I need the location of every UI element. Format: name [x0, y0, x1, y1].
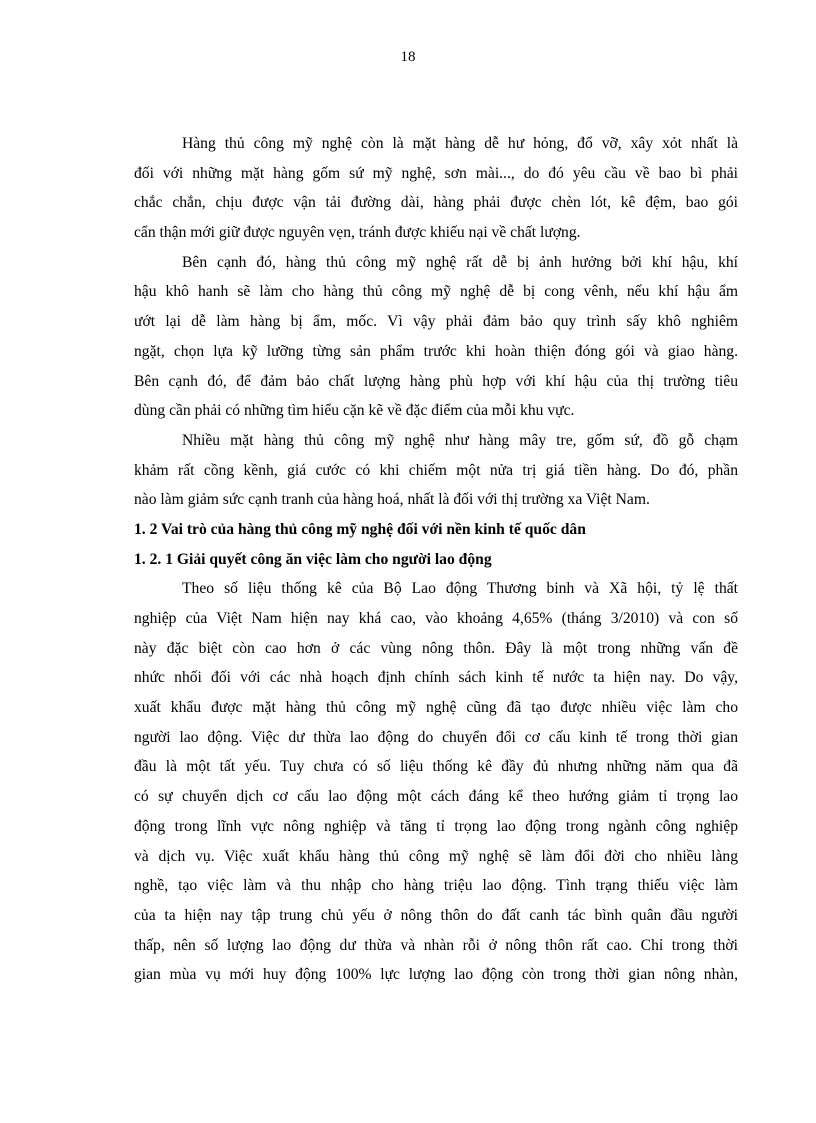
paragraph-line: Bên cạnh đó, hàng thủ công mỹ nghệ rất dễ bị ảnh hưởng bởi khí hậu, khí — [182, 253, 738, 271]
paragraph-line: chắc chắn, chịu được vận tải đường dài, hàng phải được chèn lót, kê đệm, bao gói — [134, 194, 738, 212]
paragraph-line: nào làm giảm sức cạnh tranh của hàng hoá, nhất là đối với thị trường xa Việt Nam. — [134, 491, 650, 509]
paragraph-line: đối với những mặt hàng gốm sứ mỹ nghệ, sơn mài..., do đó yêu cầu về bao bì phải — [134, 164, 738, 182]
paragraph-bulky-goods — [134, 426, 738, 515]
page-body — [134, 129, 738, 990]
paragraph-line: khảm rất cồng kềnh, giá cước có khi chiếm một nửa trị giá tiền hàng. Do đó, phần — [134, 461, 738, 479]
paragraph-line: thấp, nên số lượng lao động dư thừa và nhàn rỗi ở nông thôn rất cao. Chỉ trong thời — [134, 936, 738, 954]
paragraph-line: nhức nhối đối với các nhà hoạch định chính sách kinh tế nước ta hiện nay. Do vậy, — [134, 669, 738, 687]
paragraph-line: dùng cần phải có những tìm hiểu cặn kẽ về đặc điểm của mỗi khu vực. — [134, 402, 575, 420]
paragraph-line: Hàng thủ công mỹ nghệ còn là mặt hàng dễ hư hỏng, đổ vỡ, xây xỏt nhất là — [182, 135, 738, 152]
paragraph-packaging — [134, 129, 738, 248]
page-number: 18 — [400, 49, 416, 65]
paragraph-line: và dịch vụ. Việc xuất khẩu hàng thủ công mỹ nghệ sẽ làm đổi đời cho nhiều làng — [134, 847, 738, 865]
subsection-heading: 1. 2. 1 Giải quyết công ăn việc làm cho người lao động — [134, 550, 492, 568]
paragraph-line: này đặc biệt còn cao hơn ở các vùng nông thôn. Đây là một trong những vấn đề — [134, 639, 738, 657]
paragraph-line: nghề, tạo việc làm và thu nhập cho hàng triệu lao động. Tình trạng thiếu việc làm — [134, 877, 738, 895]
paragraph-line: cẩn thận mới giữ được nguyên vẹn, tránh được khiếu nại về chất lượng. — [134, 224, 581, 242]
paragraph-line: Bên cạnh đó, để đảm bảo chất lượng hàng phù hợp với khí hậu của thị trường tiêu — [134, 372, 738, 390]
paragraph-line: hậu khô hanh sẽ làm cho hàng thủ công mỹ nghệ dễ bị cong vênh, nếu khí hậu ẩm — [134, 283, 738, 301]
section-heading: 1. 2 Vai trò của hàng thủ công mỹ nghệ đối với nền kinh tế quốc dân — [134, 520, 586, 538]
paragraph-line: nghiệp của Việt Nam hiện nay khá cao, vào khoảng 4,65% (tháng 3/2010) và con số — [134, 610, 738, 627]
paragraph-employment — [134, 574, 738, 990]
paragraph-line: có sự chuyển dịch cơ cấu lao động một cách đáng kể theo hướng giảm tỉ trọng lao — [134, 788, 738, 806]
paragraph-line: động trong lĩnh vực nông nghiệp và tăng tỉ trọng lao động trong ngành công nghiệp — [134, 817, 738, 835]
paragraph-line: của ta hiện nay tập trung chủ yếu ở nông thôn do đất canh tác bình quân đầu người — [134, 906, 738, 924]
paragraph-climate — [134, 248, 738, 426]
paragraph-line: xuất khẩu được mặt hàng thủ công mỹ nghệ cũng đã tạo được nhiều việc làm cho — [134, 699, 738, 717]
paragraph-line: đầu là một tất yếu. Tuy chưa có số liệu thống kê đầy đủ nhưng những năm qua đã — [134, 758, 738, 776]
paragraph-line: người lao động. Việc dư thừa lao động do chuyển đổi cơ cấu kinh tế trong thời gian — [134, 728, 738, 746]
paragraph-line: ngặt, chọn lựa kỹ lưỡng từng sản phẩm trước khi hoàn thiện đóng gói và giao hàng. — [134, 342, 738, 360]
paragraph-line: ướt lại dễ làm hàng bị ẩm, mốc. Vì vậy phải đảm bảo quy trình sấy khô nghiêm — [134, 313, 738, 331]
paragraph-line: gian mùa vụ mới huy động 100% lực lượng lao động còn trong thời gian nông nhàn, — [134, 966, 738, 984]
paragraph-line: Nhiều mặt hàng thủ công mỹ nghệ như hàng mây tre, gốm sứ, đồ gỗ chạm — [182, 431, 738, 449]
paragraph-line: Theo số liệu thống kê của Bộ Lao động Thương binh và Xã hội, tỷ lệ thất — [182, 580, 738, 598]
